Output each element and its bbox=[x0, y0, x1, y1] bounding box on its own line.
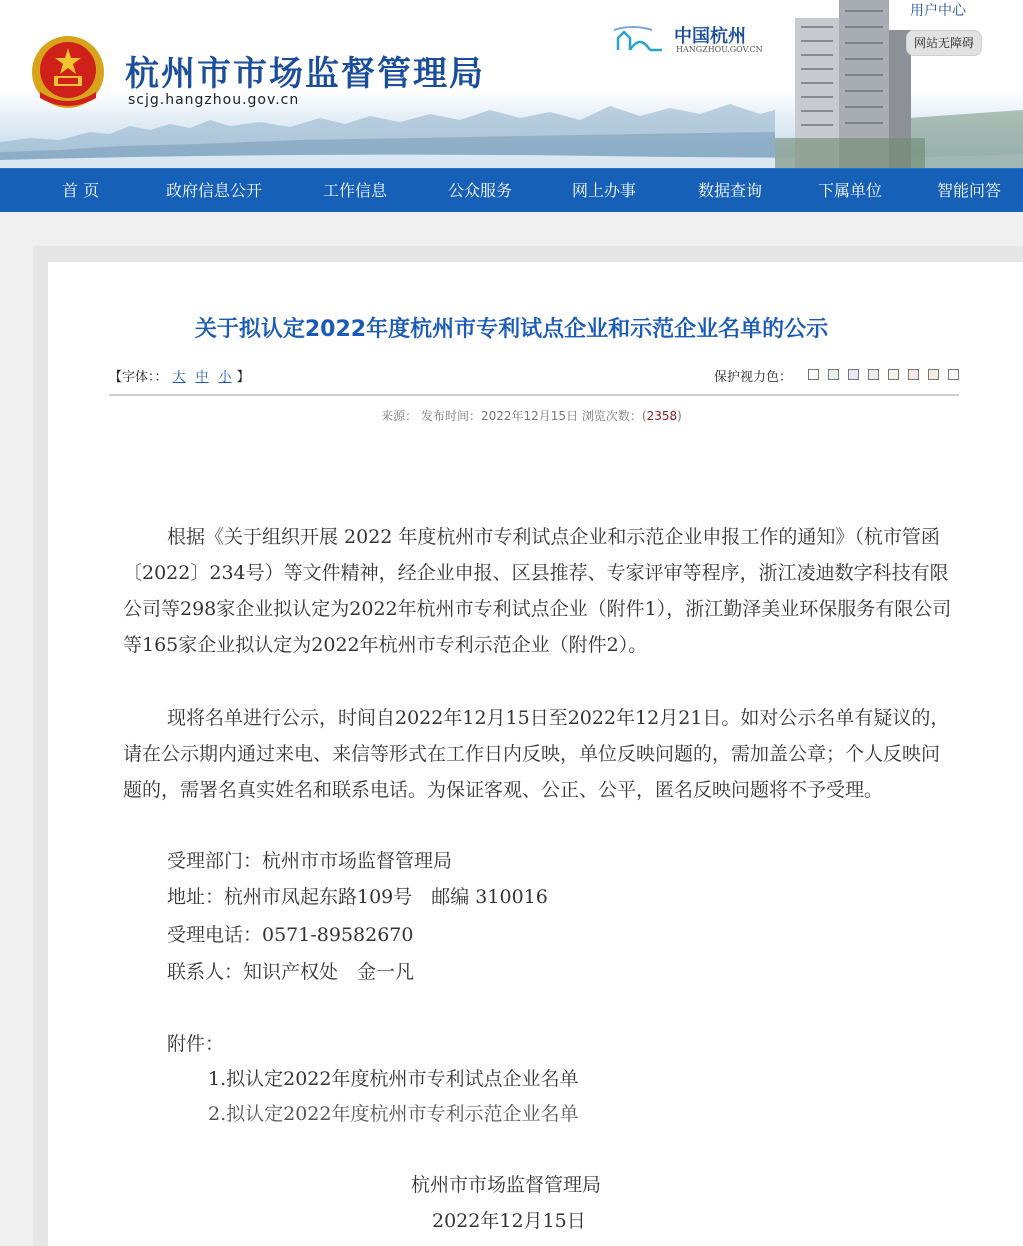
site-header bbox=[0, 0, 1023, 168]
meta-source: 来源： bbox=[381, 409, 418, 423]
eye-color-swatch[interactable] bbox=[868, 369, 879, 380]
eye-color-swatch[interactable] bbox=[908, 369, 919, 380]
font-size-medium[interactable]: 中 bbox=[195, 370, 209, 385]
phone-line: 受理电话：0571-89582670 bbox=[167, 924, 414, 946]
hangzhou-logo-text: 中国杭州 bbox=[674, 26, 746, 47]
address-line: 地址：杭州市凤起东路109号 邮编 310016 bbox=[167, 886, 548, 908]
meta-views-count: 2358 bbox=[646, 409, 678, 423]
nav-item-work-info[interactable]: 工作信息 bbox=[323, 181, 388, 200]
nav-item-smart-qa[interactable]: 智能问答 bbox=[937, 181, 1002, 200]
eye-care-label: 保护视力色： bbox=[714, 370, 793, 385]
office-tower-image bbox=[775, 0, 925, 168]
meta-publish-time: 发布时间：2022年12月15日 bbox=[420, 409, 579, 423]
eye-color-swatch[interactable] bbox=[948, 369, 959, 380]
signature-date: 2022年12月15日 bbox=[432, 1210, 586, 1232]
article-paragraph-2: 现将名单进行公示，时间自2022年12月15日至2022年12月21日。如对公示名单有疑议的，请在公示期内通过来电、来信等形式在工作日内反映，单位反映问题的，需加盖公章；个人反映问题的，需署名真实姓名和联系电话。为保证客观、公正、公平，匿名反映问题将不予受理。 bbox=[123, 707, 950, 801]
font-size-tool bbox=[109, 366, 250, 385]
title-divider bbox=[109, 394, 959, 396]
eye-color-swatch[interactable] bbox=[808, 369, 819, 380]
nav-item-online-service[interactable]: 网上办事 bbox=[572, 181, 637, 200]
site-domain: scjg.hangzhou.gov.cn bbox=[128, 92, 300, 108]
national-emblem-logo bbox=[30, 34, 106, 110]
font-size-small[interactable]: 小 bbox=[218, 370, 232, 385]
dept-line: 受理部门：杭州市市场监督管理局 bbox=[167, 850, 453, 872]
hangzhou-gov-logo[interactable] bbox=[612, 22, 767, 58]
eye-color-swatch[interactable] bbox=[928, 369, 939, 380]
attachment-link-1[interactable]: 1.拟认定2022年度杭州市专利试点企业名单 bbox=[208, 1068, 579, 1090]
hangzhou-logo-icon bbox=[612, 24, 668, 54]
attachment-link-2[interactable]: 2.拟认定2022年度杭州市专利示范企业名单 bbox=[208, 1103, 579, 1125]
font-size-close: 】 bbox=[236, 370, 250, 385]
hangzhou-logo-domain: HANGZHOU.GOV.CN bbox=[676, 45, 763, 54]
nav-item-home[interactable]: 首 页 bbox=[62, 181, 100, 200]
meta-views-label: 浏览次数： bbox=[581, 409, 642, 423]
nav-item-gov-info[interactable]: 政府信息公开 bbox=[166, 181, 263, 200]
eye-color-swatch[interactable] bbox=[888, 369, 899, 380]
font-size-large[interactable]: 大 bbox=[172, 370, 186, 385]
article-title: 关于拟认定2022年度杭州市专利试点企业和示范企业名单的公示 bbox=[194, 317, 829, 342]
signature-org: 杭州市市场监督管理局 bbox=[411, 1174, 602, 1196]
site-title[interactable]: 杭州市市场监督管理局 bbox=[125, 54, 485, 94]
user-center-link[interactable]: 用户中心 bbox=[910, 3, 966, 19]
article-paragraph-1: 根据《关于组织开展 2022 年度杭州市专利试点企业和示范企业申报工作的通知》（杭市管函〔2022〕234号）等文件精神，经企业申报、区县推荐、专家评审等程序，浙江凌迪数字科技有限公司等298家企业拟认定为2022年杭州市专利试点企业（附件1），浙江勤泽美业环保服务有限公司等165家企业拟认定为2022年杭州市专利示范企业（附件2）。 bbox=[123, 526, 952, 656]
nav-item-public-service[interactable]: 公众服务 bbox=[448, 181, 513, 200]
font-size-label: 【字体：： bbox=[109, 370, 168, 385]
nav-item-data-query[interactable]: 数据查询 bbox=[698, 181, 763, 200]
contact-line: 联系人：知识产权处 金一凡 bbox=[167, 961, 415, 983]
article-meta: 来源： 发布时间：2022年12月15日 浏览次数：(2358) bbox=[381, 409, 682, 423]
attachments-label: 附件： bbox=[167, 1033, 225, 1055]
main-nav bbox=[0, 168, 1023, 212]
eye-color-swatch[interactable] bbox=[828, 369, 839, 380]
accessibility-button[interactable]: 网站无障碍 bbox=[906, 30, 982, 56]
eye-color-swatch[interactable] bbox=[848, 369, 859, 380]
nav-item-subordinate[interactable]: 下属单位 bbox=[818, 181, 883, 200]
